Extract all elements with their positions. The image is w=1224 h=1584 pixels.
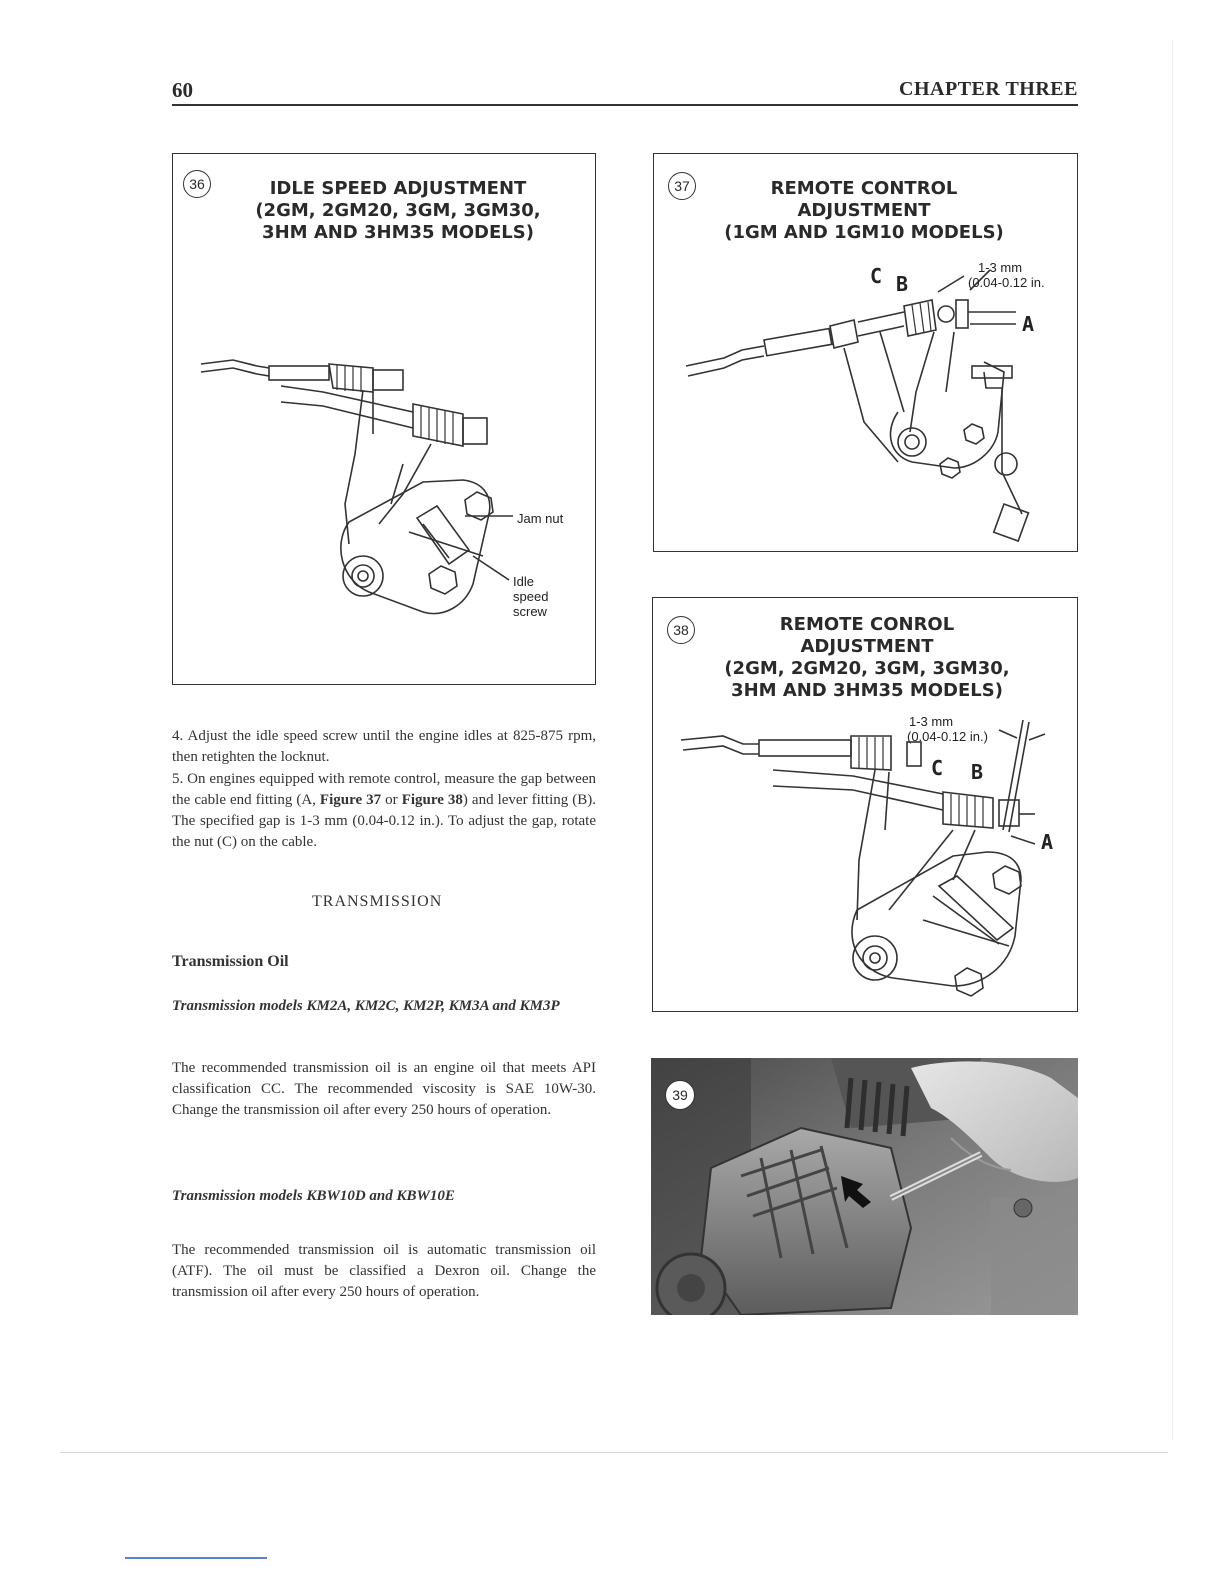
figure-36 xyxy=(172,153,596,685)
paragraph-step-4: 4. Adjust the idle speed screw until the engine idles at 825-875 rpm, then retighten the locknut. xyxy=(172,728,596,765)
subheading-models-km: Transmission models KM2A, KM2C, KM2P, KM3A and KM3P xyxy=(172,998,560,1014)
label-gap-in: (0.04-0.12 in. xyxy=(968,275,1045,290)
label-c: C xyxy=(870,264,883,288)
chapter-title: CHAPTER THREE xyxy=(899,78,1078,100)
label-idle-screw-3: screw xyxy=(513,604,547,619)
footer-divider xyxy=(60,1452,1168,1453)
paragraph-km-oil: The recommended transmission oil is an engine oil that meets API classification CC. The recommended viscosity is SAE 10W-30. Change the transmission oil after every 250 hours of operation. xyxy=(172,1060,596,1118)
figure-title: IDLE SPEED ADJUSTMENT (2GM, 2GM20, 3GM, 3GM30, 3HM AND 3HM35 MODELS) xyxy=(255,178,541,243)
figure-title: REMOTE CONTROL ADJUSTMENT (1GM AND 1GM10 MODELS) xyxy=(724,178,1004,243)
page-number: 60 xyxy=(172,78,193,102)
figure-number: 39 xyxy=(665,1080,695,1110)
label-a: A xyxy=(1022,312,1035,336)
scan-edge-line xyxy=(1172,40,1173,1440)
label-gap-mm: 1-3 mm xyxy=(978,260,1023,275)
label-gap-mm: 1-3 mm xyxy=(909,714,954,729)
footer-blue-line xyxy=(125,1557,267,1559)
label-a: A xyxy=(1041,830,1054,854)
label-idle-screw-1: Idle xyxy=(513,574,534,589)
label-c: C xyxy=(931,756,944,780)
figure-number: 36 xyxy=(183,170,211,198)
section-heading-transmission: TRANSMISSION xyxy=(312,893,443,910)
figure-number: 38 xyxy=(667,616,695,644)
subheading-transmission-oil: Transmission Oil xyxy=(172,953,289,970)
paragraph-step-5: 5. On engines equipped with remote control, measure the gap between the cable end fitting (A, Figure 37 or Figure 38) and lever fitting (B). The specified gap is 1-3 mm (0.04-0.12 in.). To adjust the gap, rotate the nut (C) on the cable. xyxy=(172,771,597,850)
label-jam-nut: Jam nut xyxy=(517,511,564,526)
label-gap-in: (0.04-0.12 in.) xyxy=(907,729,988,744)
subheading-models-kbw: Transmission models KBW10D and KBW10E xyxy=(172,1188,455,1204)
figure-38 xyxy=(652,597,1078,1012)
paragraph-kbw-oil: The recommended transmission oil is automatic transmission oil (ATF). The oil must be classified a Dexron oil. Change the transmission oil after every 250 hours of operation. xyxy=(172,1242,596,1300)
label-b: B xyxy=(896,272,909,296)
label-b: B xyxy=(971,760,984,784)
page-header xyxy=(172,78,1078,106)
engine-photo-illustration xyxy=(651,1058,1078,1315)
remote-control-2gm-drawing xyxy=(653,710,1077,1010)
label-idle-screw-2: speed xyxy=(513,589,549,604)
figure-title: REMOTE CONROL ADJUSTMENT (2GM, 2GM20, 3GM, 3GM30, 3HM AND 3HM35 MODELS) xyxy=(724,614,1010,701)
figure-39-photo xyxy=(651,1058,1078,1315)
figure-37 xyxy=(653,153,1078,552)
figure-number: 37 xyxy=(668,172,696,200)
